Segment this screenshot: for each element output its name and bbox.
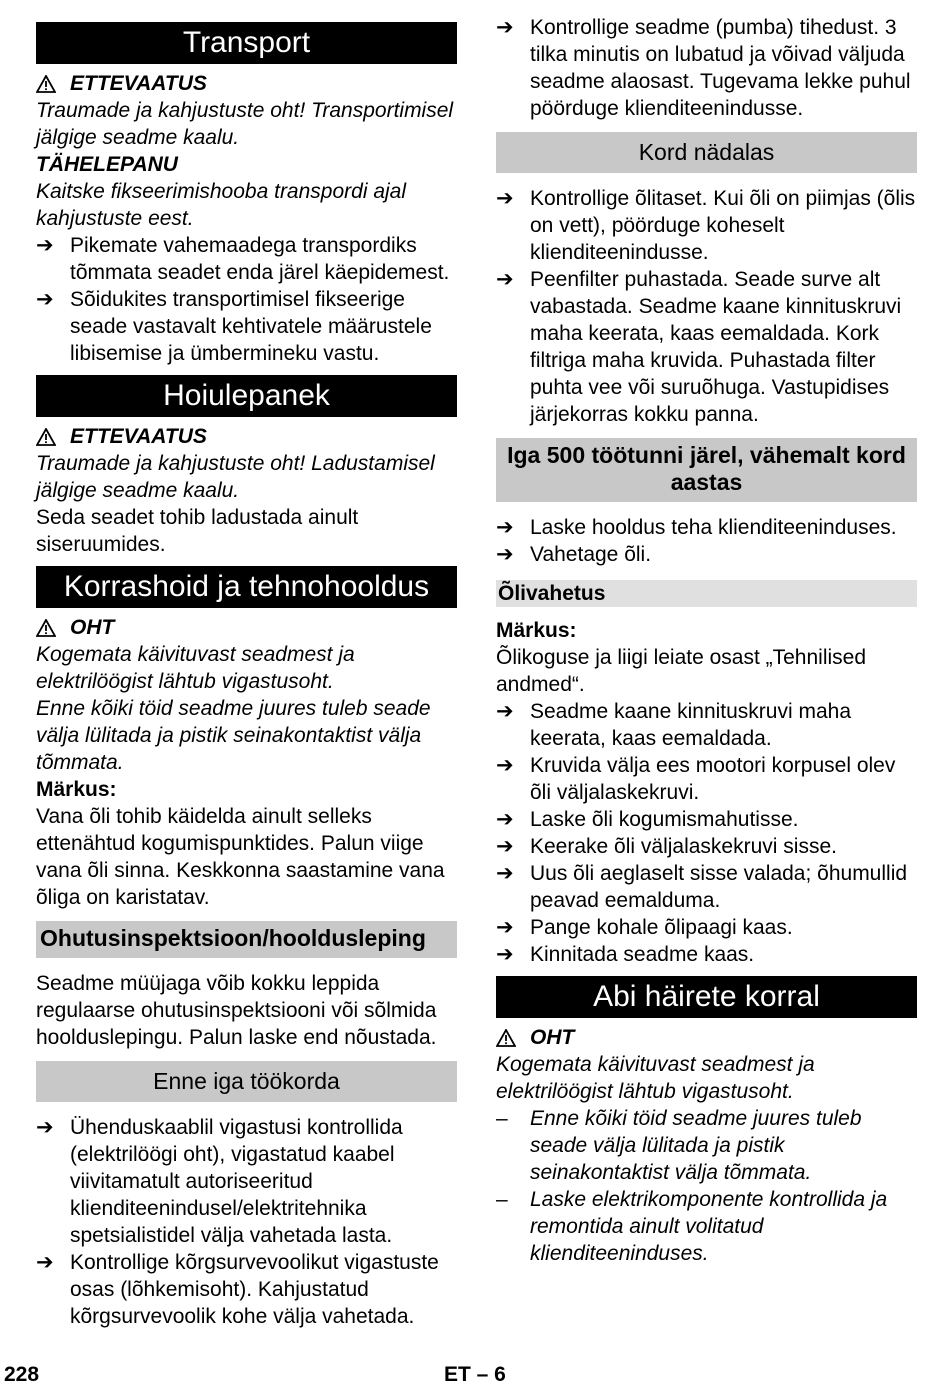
arrow-right-icon: ➔	[496, 916, 514, 939]
step	[496, 185, 917, 266]
warning-triangle-icon	[36, 75, 56, 93]
arrow-right-icon: ➔	[496, 187, 514, 210]
warning-triangle-icon	[36, 619, 56, 637]
arrow-right-icon: ➔	[496, 268, 514, 291]
warning-label: ETTEVAATUS	[70, 72, 207, 95]
step-text: Laske hooldus teha klienditeeninduses.	[530, 516, 897, 539]
inspection-text: Seadme müüjaga võib kokku leppida regulaarse ohutusinspektsiooni või sõlmida hoolduslepingu. Palun laske end nõustada.	[36, 972, 437, 1049]
step	[496, 698, 917, 752]
section-title-yearly: Iga 500 töötunni järel, vähemalt kord aastas	[496, 438, 917, 502]
step-text: Kontrollige seadme (pumba) tihedust. 3 tilka minutis on lubatud ja võivad väljuda seadme alaosast. Tugevama lekke puhul pöörduge klienditeenindusse.	[530, 16, 911, 120]
warning-triangle-icon	[496, 1029, 516, 1047]
step	[496, 14, 917, 122]
step-text: Keerake õli väljalaskekruvi sisse.	[530, 835, 837, 858]
arrow-right-icon: ➔	[36, 1116, 54, 1139]
danger-label: OHT	[70, 616, 115, 639]
arrow-right-icon: ➔	[36, 1251, 54, 1274]
step	[36, 1249, 457, 1330]
step-text: Kruvida välja ees mootori korpusel olev õli väljalaskekruvi.	[530, 754, 896, 804]
step-text: Pange kohale õlipaagi kaas.	[530, 916, 793, 939]
arrow-right-icon: ➔	[496, 808, 514, 831]
arrow-right-icon: ➔	[496, 543, 514, 566]
step	[496, 914, 917, 941]
step-text: Kinnitada seadme kaas.	[530, 943, 755, 966]
section-title-maintenance: Korrashoid ja tehnohooldus	[36, 566, 457, 608]
right-column	[496, 14, 917, 1267]
dash-item	[496, 1105, 917, 1186]
dash-marker: –	[496, 1107, 508, 1130]
section-title-weekly: Kord nädalas	[496, 132, 917, 173]
section-title-inspection: Ohutusinspektsioon/hooldusleping	[36, 921, 457, 958]
page-number: 228	[4, 1363, 40, 1386]
step-text: Sõidukites transportimisel fikseerige seade vastavalt kehtivatele määrustele libisemise ja ümbermineku vastu.	[70, 288, 432, 365]
step-text: Pikemate vahemaadega transpordiks tõmmata seadet enda järel käepidemest.	[70, 234, 450, 284]
note-text: Õlikoguse ja liigi leiate osast „Tehnilised andmed“.	[496, 646, 867, 696]
step	[496, 514, 917, 541]
warning-label: ETTEVAATUS	[70, 425, 207, 448]
arrow-right-icon: ➔	[36, 288, 54, 311]
notice-label: TÄHELEPANU	[36, 153, 178, 176]
step	[496, 752, 917, 806]
danger-text: Kogemata käivituvast seadmest ja elektrilöögist lähtub vigastusoht.	[496, 1053, 815, 1103]
step	[36, 286, 457, 367]
danger-heading	[36, 614, 457, 641]
step-text: Seadme kaane kinnituskruvi maha keerata, kaas eemaldada.	[530, 700, 852, 750]
section-title-transport: Transport	[36, 22, 457, 64]
arrow-right-icon: ➔	[36, 234, 54, 257]
arrow-right-icon: ➔	[496, 700, 514, 723]
note-label: Märkus:	[36, 778, 117, 801]
arrow-right-icon: ➔	[496, 516, 514, 539]
step	[496, 266, 917, 428]
warning-text: Traumade ja kahjustuste oht! Transportimisel jälgige seadme kaalu.	[36, 99, 454, 149]
page-code: ET – 6	[444, 1363, 506, 1386]
danger-text: Kogemata käivituvast seadmest ja elektrilöögist lähtub vigastusoht.	[36, 643, 355, 693]
left-column	[36, 14, 457, 1330]
step-text: Vahetage õli.	[530, 543, 652, 566]
danger-text: Enne kõiki töid seadme juures tuleb seade välja lülitada ja pistik seinakontaktist välja tõmmata.	[36, 697, 431, 774]
notice-text: Kaitske fikseerimishooba transpordi ajal kahjustuste eest.	[36, 180, 407, 230]
warning-triangle-icon	[36, 428, 56, 446]
danger-heading	[496, 1024, 917, 1051]
step-text: Laske õli kogumismahutisse.	[530, 808, 799, 831]
dash-item-text: Laske elektrikomponente kontrollida ja remontida ainult volitatud klienditeeninduses.	[530, 1188, 888, 1265]
step	[496, 860, 917, 914]
arrow-right-icon: ➔	[496, 862, 514, 885]
arrow-right-icon: ➔	[496, 943, 514, 966]
dash-marker: –	[496, 1188, 508, 1211]
note-text: Vana õli tohib käidelda ainult selleks ettenähtud kogumispunktides. Palun viige vana õli sinna. Keskkonna saastamine vana õliga on karistatav.	[36, 805, 445, 909]
dash-item-text: Enne kõiki töid seadme juures tuleb seade välja lülitada ja pistik seinakontaktist välja tõmmata.	[530, 1107, 862, 1184]
note-label: Märkus:	[496, 619, 577, 642]
section-title-troubleshooting: Abi häirete korral	[496, 976, 917, 1018]
section-title-before-work: Enne iga töökorda	[36, 1061, 457, 1102]
step-text: Kontrollige kõrgsurvevoolikut vigastuste osas (lõhkemisoht). Kahjustatud kõrgsurvevoolik kohe välja vahetada.	[70, 1251, 439, 1328]
step	[496, 833, 917, 860]
arrow-right-icon: ➔	[496, 16, 514, 39]
step-text: Uus õli aeglaselt sisse valada; õhumullid peavad eemalduma.	[530, 862, 908, 912]
dash-item	[496, 1186, 917, 1267]
step-text: Peenfilter puhastada. Seade surve alt vabastada. Seadme kaane kinnituskruvi maha keerata, kaas eemaldada. Kork filtriga maha kruvida. Puhastada filter puhta vee või suruõhuga. Vastupidises järjekorras kokku panna.	[530, 268, 902, 426]
step	[496, 541, 917, 568]
section-title-oil-change: Õlivahetus	[496, 580, 917, 607]
step-text: Ühenduskaablil vigastusi kontrollida (elektrilöögi oht), vigastatud kaabel viivitamatult autoriseeritud klienditeenindusel/elektritehnika spetsialistidel välja vahetada lasta.	[70, 1116, 403, 1247]
step	[36, 1114, 457, 1249]
step	[496, 806, 917, 833]
warning-text: Traumade ja kahjustuste oht! Ladustamisel jälgige seadme kaalu.	[36, 452, 435, 502]
arrow-right-icon: ➔	[496, 754, 514, 777]
section-title-storage: Hoiulepanek	[36, 375, 457, 417]
warning-heading	[36, 423, 457, 450]
step	[496, 941, 917, 968]
step-text: Kontrollige õlitaset. Kui õli on piimjas (õlis on vett), pöörduge koheselt klienditeenindusse.	[530, 187, 916, 264]
step	[36, 232, 457, 286]
arrow-right-icon: ➔	[496, 835, 514, 858]
storage-text: Seda seadet tohib ladustada ainult siseruumides.	[36, 506, 359, 556]
danger-label: OHT	[530, 1026, 575, 1049]
warning-heading	[36, 70, 457, 97]
